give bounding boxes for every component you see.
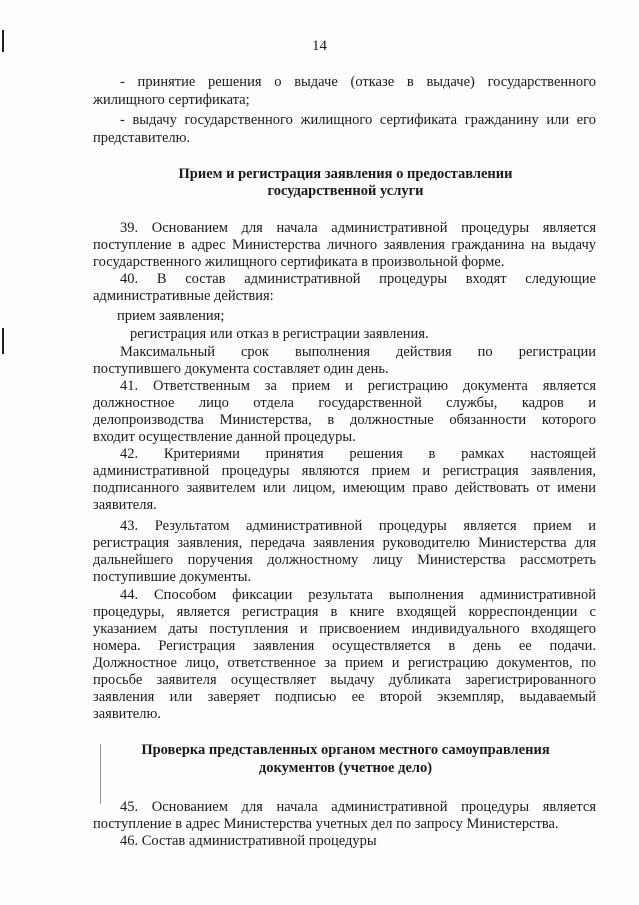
paragraph-line: Максимальный срок выполнения действия по регистрации [120, 344, 596, 360]
paragraph-line: дальнейшего поручения должностному лицу Министерства рассмотреть [93, 552, 596, 568]
paragraph-line: просьбе заявителя осуществляет выдачу дубликата зарегистрированного [93, 672, 596, 688]
paragraph-line: указанием даты поступления и присвоением индивидуального входящего [93, 621, 596, 637]
paragraph-line: поступление в адрес Министерства личного заявления гражданина на выдачу [93, 237, 596, 253]
paragraph-line: административные действия: [93, 288, 274, 304]
paragraph-line: прием заявления; [117, 308, 225, 324]
list-item-line: - выдачу государственного жилищного сертификата гражданину или его [120, 112, 596, 128]
paragraph-line: входит осуществление данной процедуры. [93, 429, 356, 445]
paragraph-line: поступившего документа составляет один день. [93, 361, 389, 377]
paragraph-line: процедуры, является регистрация в книге входящей корреспонденции с [93, 604, 596, 620]
paragraph-line: подписанного заявителем или лицом, имеющим право действовать от имени [93, 480, 596, 496]
paragraph-line: поступившие документы. [93, 569, 252, 585]
list-item-line: представителю. [93, 130, 191, 146]
paragraph-line: заявления или заверяет подписью ее второй экземпляр, выдаваемый [93, 689, 596, 705]
paragraph-line: 39. Основанием для начала административной процедуры является [120, 220, 596, 236]
section-heading: государственной услуги [267, 183, 424, 199]
paragraph-line: заявителя. [93, 497, 157, 513]
paragraph-line: поступление в адрес Министерства учетных дел по запросу Министерства. [93, 816, 559, 832]
paragraph-line: 46. Состав административной процедуры [120, 833, 377, 849]
section-heading: документов (учетное дело) [258, 760, 433, 776]
paragraph-line: делопроизводства Министерства, в должностные обязанности которого [93, 412, 596, 428]
paragraph-line: Должностное лицо, ответственное за прием и регистрацию документов, по [93, 655, 596, 671]
paragraph-line: государственного жилищного сертификата в произвольной форме. [93, 254, 505, 270]
scan-artifact-mark [2, 328, 4, 354]
list-item-line: - принятие решения о выдаче (отказе в выдаче) государственного [120, 74, 596, 90]
paragraph-line: 41. Ответственным за прием и регистрацию документа является [120, 378, 596, 394]
page-number: 14 [312, 38, 327, 54]
paragraph-line: 45. Основанием для начала административной процедуры является [120, 799, 596, 815]
paragraph-line: должностное лицо отдела государственной службы, кадров и [93, 395, 596, 411]
paragraph-line: 44. Способом фиксации результата выполнения административной [120, 587, 596, 603]
list-item-line: жилищного сертификата; [93, 92, 250, 108]
paragraph-line: 43. Результатом административной процедуры является прием и [120, 518, 596, 534]
paragraph-line: регистрация заявления, передача заявления руководителю Министерства для [93, 535, 596, 551]
paragraph-line: 40. В состав административной процедуры входят следующие [120, 271, 596, 287]
paragraph-line: 42. Критериями принятия решения в рамках настоящей [120, 446, 596, 462]
section-heading: Прием и регистрация заявления о предоставлении [178, 166, 513, 182]
paragraph-line: заявителю. [93, 706, 161, 722]
section-heading: Проверка представленных органом местного самоуправления [141, 742, 550, 758]
paragraph-line: административной процедуры являются прием и регистрация заявления, [93, 463, 596, 479]
paragraph-line: регистрация или отказ в регистрации заявления. [130, 326, 429, 342]
paragraph-line: номера. Регистрация заявления осуществляется в день ее подачи. [93, 638, 596, 654]
